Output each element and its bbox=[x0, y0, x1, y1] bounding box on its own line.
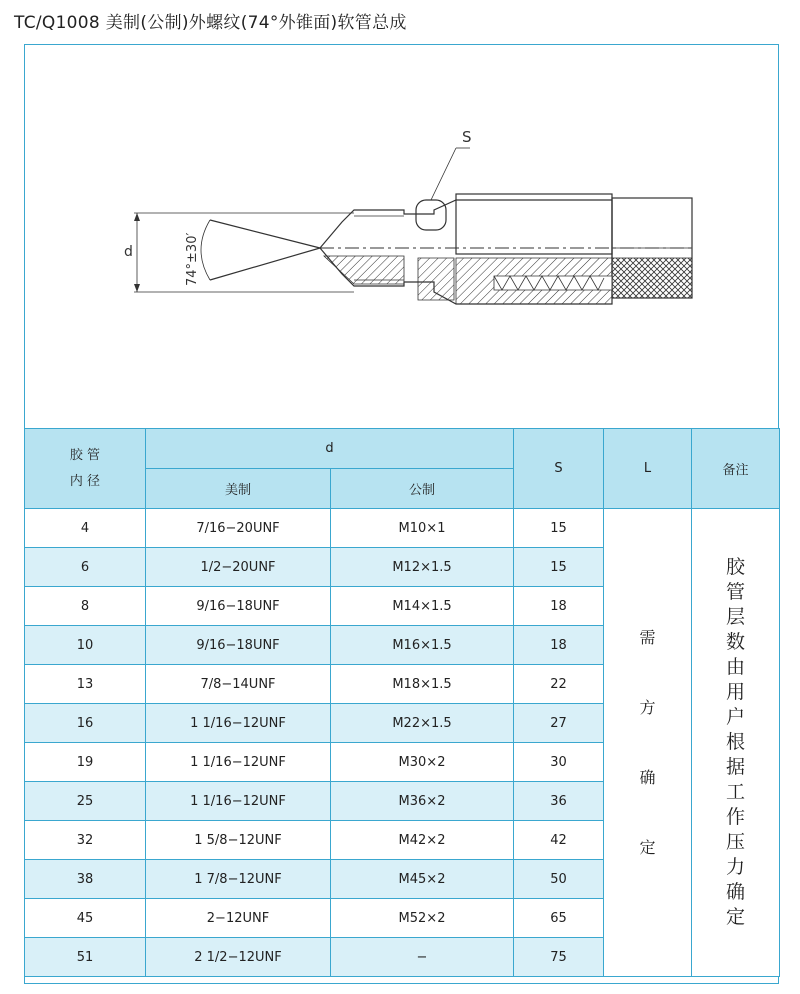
cell-bore: 25 bbox=[25, 782, 146, 821]
header-s: S bbox=[514, 429, 604, 509]
cell-us: 1 5/8−12UNF bbox=[146, 821, 331, 860]
cell-metric: M42×2 bbox=[331, 821, 514, 860]
cell-metric: M18×1.5 bbox=[331, 665, 514, 704]
cell-s: 42 bbox=[514, 821, 604, 860]
hose-assembly-drawing bbox=[24, 44, 779, 428]
l-note-cell: 需 方 确 定 bbox=[604, 509, 692, 977]
cell-us: 2 1/2−12UNF bbox=[146, 938, 331, 977]
cell-metric: M14×1.5 bbox=[331, 587, 514, 626]
cell-s: 30 bbox=[514, 743, 604, 782]
cell-metric: M22×1.5 bbox=[331, 704, 514, 743]
cell-s: 15 bbox=[514, 548, 604, 587]
label-angle: 74°±30′ bbox=[185, 232, 200, 286]
cell-s: 22 bbox=[514, 665, 604, 704]
cell-metric: M12×1.5 bbox=[331, 548, 514, 587]
cell-bore: 13 bbox=[25, 665, 146, 704]
cell-bore: 8 bbox=[25, 587, 146, 626]
cell-bore: 38 bbox=[25, 860, 146, 899]
cell-us: 1 1/16−12UNF bbox=[146, 743, 331, 782]
header-note: 备注 bbox=[692, 429, 780, 509]
cell-bore: 45 bbox=[25, 899, 146, 938]
cell-bore: 10 bbox=[25, 626, 146, 665]
header-l: L bbox=[604, 429, 692, 509]
cell-metric: M52×2 bbox=[331, 899, 514, 938]
cell-metric: M36×2 bbox=[331, 782, 514, 821]
cell-bore: 32 bbox=[25, 821, 146, 860]
cell-bore: 51 bbox=[25, 938, 146, 977]
cell-us: 7/16−20UNF bbox=[146, 509, 331, 548]
cell-bore: 16 bbox=[25, 704, 146, 743]
cell-metric: M30×2 bbox=[331, 743, 514, 782]
cell-us: 1/2−20UNF bbox=[146, 548, 331, 587]
cell-bore: 19 bbox=[25, 743, 146, 782]
page-title: TC/Q1008 美制(公制)外螺纹(74°外锥面)软管总成 bbox=[14, 13, 407, 33]
label-d: d bbox=[124, 244, 133, 260]
cell-s: 18 bbox=[514, 587, 604, 626]
cell-s: 18 bbox=[514, 626, 604, 665]
table-row bbox=[25, 509, 780, 548]
cell-s: 27 bbox=[514, 704, 604, 743]
cell-bore: 4 bbox=[25, 509, 146, 548]
label-s: S bbox=[462, 128, 472, 146]
cell-us: 7/8−14UNF bbox=[146, 665, 331, 704]
cell-metric: − bbox=[331, 938, 514, 977]
header-metric: 公制 bbox=[331, 469, 514, 509]
remark-cell: 胶 管 层 数 由 用 户 根 据 工 作 压 力 确 定 bbox=[692, 509, 780, 977]
cell-s: 50 bbox=[514, 860, 604, 899]
cell-s: 65 bbox=[514, 899, 604, 938]
cell-s: 36 bbox=[514, 782, 604, 821]
cell-metric: M10×1 bbox=[331, 509, 514, 548]
cell-us: 2−12UNF bbox=[146, 899, 331, 938]
cell-bore: 6 bbox=[25, 548, 146, 587]
cell-us: 9/16−18UNF bbox=[146, 587, 331, 626]
header-us: 美制 bbox=[146, 469, 331, 509]
cell-s: 75 bbox=[514, 938, 604, 977]
cell-metric: M16×1.5 bbox=[331, 626, 514, 665]
spec-table bbox=[24, 428, 780, 977]
cell-us: 1 1/16−12UNF bbox=[146, 782, 331, 821]
cell-us: 1 1/16−12UNF bbox=[146, 704, 331, 743]
cell-s: 15 bbox=[514, 509, 604, 548]
cell-us: 1 7/8−12UNF bbox=[146, 860, 331, 899]
header-d: d bbox=[146, 429, 514, 469]
header-bore: 胶 管 内 径 bbox=[25, 429, 146, 509]
cell-us: 9/16−18UNF bbox=[146, 626, 331, 665]
cell-metric: M45×2 bbox=[331, 860, 514, 899]
